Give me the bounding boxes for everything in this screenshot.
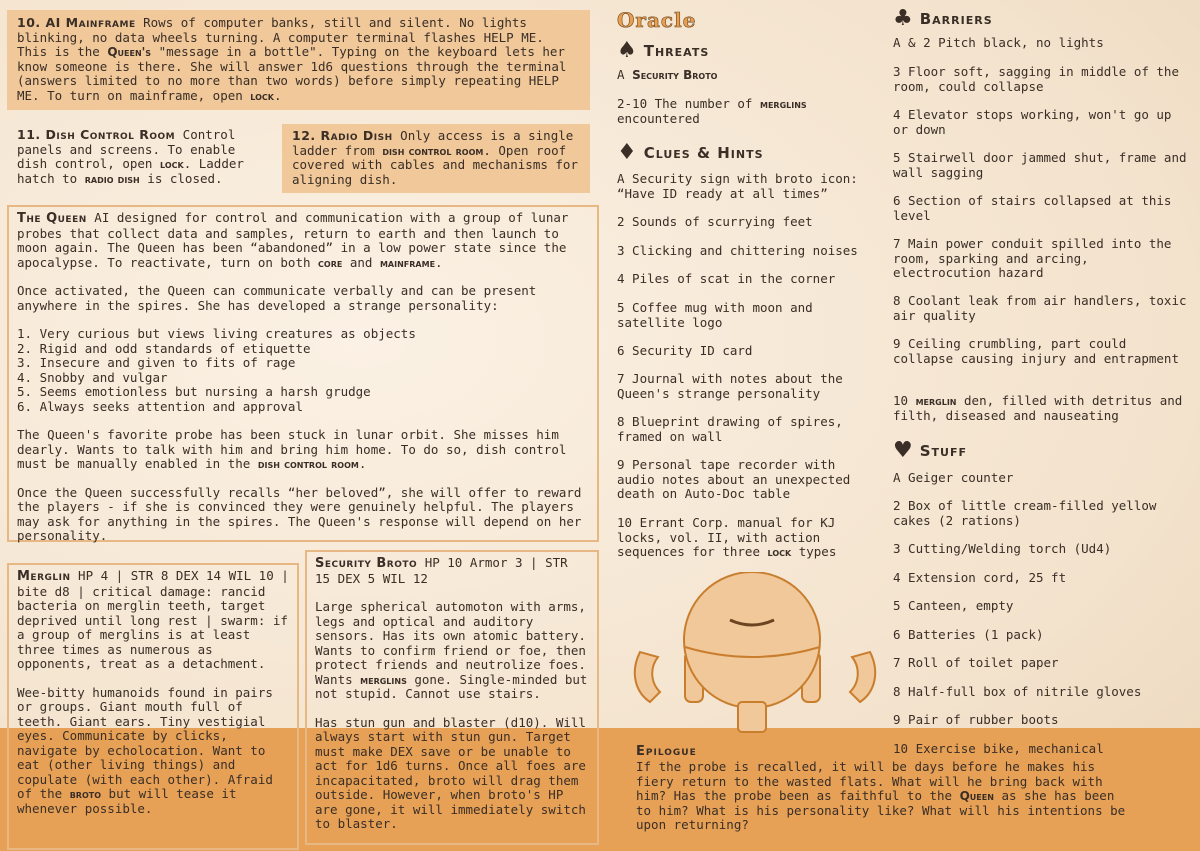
list-item: A & 2 Pitch black, no lights xyxy=(893,35,1104,50)
queen-p3-text: The Queen's favorite probe has been stuck in lunar orbit. She misses him dearly. Wants to talk with him and bring him home. To do so, dish control must be manually enabled in the xyxy=(17,427,567,471)
section-11-text-2: . Ladder hatch to xyxy=(17,156,244,186)
list-item: 6. Always seeks attention and approval xyxy=(17,398,303,414)
list-item: 7 Main power conduit spilled into the room, sparking and arcing, electrocution hazard xyxy=(893,236,1172,280)
broto-description xyxy=(315,600,589,702)
merglin-stats-text: HP 4 | STR 8 DEX 14 WIL 10 | bite d8 | critical damage: rancid bacteria on merglin teeth, target deprived until long rest | swarm: if a group of merglins is at least three times as numerous as opponents, treat as a detachment. xyxy=(17,568,289,671)
list-item: 6 Section of stairs collapsed at this level xyxy=(893,193,1172,223)
list-item: 7 Journal with notes about the Queen's strange personality xyxy=(617,371,843,401)
list-item: 2. Rigid and odd standards of etiquette xyxy=(17,340,311,356)
queen-paragraph-2: Once activated, the Queen can communicate verbally and can be present anywhere in the spires. She has developed a strange personality: xyxy=(17,283,537,313)
barrier-10-post: den, filled with detritus and filth, diseased and nauseating xyxy=(893,393,1183,423)
mainframe-ref: mainframe xyxy=(379,255,436,270)
merglin-box xyxy=(7,563,299,850)
merglin-desc-text: Wee-bitty humanoids found in pairs or groups. Giant mouth full of teeth. Giant ears. Tiny vestigial eyes. Communicate by clicks, navigate by echolocation. Want to eat (other living things) and copulate (with each other). Afraid of the xyxy=(17,684,273,801)
spade-icon: ♠ xyxy=(617,38,638,63)
list-item: 9 Pair of rubber boots xyxy=(893,712,1059,727)
list-item: 4 Piles of scat in the corner xyxy=(617,271,836,286)
section-11-text-3: is closed. xyxy=(139,170,223,186)
list-item: 9 Ceiling crumbling, part could collapse causing injury and entrapment xyxy=(893,336,1179,366)
queen-paragraph-1 xyxy=(17,211,589,270)
list-item: 3 Floor soft, sagging in middle of the room, could collapse xyxy=(893,64,1179,94)
security-broto-ref: Security Broto xyxy=(632,68,718,82)
list-item: 4 Elevator stops working, won't go up or down xyxy=(893,107,1172,137)
section-10-text-1: Rows of computer banks, still and silent. No lights blinking, no data wheels turning. A computer terminal flashes HELP ME. This is the xyxy=(17,15,544,59)
list-item: 4. Snobby and vulgar xyxy=(17,369,168,385)
security-broto-illustration xyxy=(630,572,880,737)
clue-10-post: types xyxy=(791,544,837,559)
queen-p1-text: AI designed for control and communication with a group of lunar probes that collect data and samples, return to earth and then launch to moon again. The Queen has been “abandoned” in a low power state since the apocalypse. To reactivate, turn on both xyxy=(17,210,569,270)
queen-paragraph-4: Once the Queen successfully recalls “her beloved”, she will offer to reward the players - if she is convinced they were genuinely helpful. The players may ask for anything in the spires. The Queen's response will depend on her personality. xyxy=(17,484,582,543)
merglins-ref: merglins xyxy=(760,97,807,111)
list-item xyxy=(617,516,877,560)
merglin-title: Merglin xyxy=(17,569,71,584)
threats-heading xyxy=(617,40,709,62)
section-11-dish-control-room xyxy=(7,124,277,190)
heart-icon: ♥ xyxy=(893,438,914,463)
core-ref: core xyxy=(318,255,343,270)
lock-ref: lock xyxy=(250,88,274,103)
clue-10-pre: 10 Errant Corp. manual for KJ locks, vol. II, with action sequences for three xyxy=(617,515,836,559)
list-item: 5 Stairwell door jammed shut, frame and wall sagging xyxy=(893,150,1187,180)
list-item xyxy=(617,68,877,83)
list-item: 4 Extension cord, 25 ft xyxy=(893,570,1067,585)
oracle-title: Oracle xyxy=(617,8,697,32)
broto-stats xyxy=(315,556,589,586)
merglin-description xyxy=(17,686,289,817)
list-item: 5 Coffee mug with moon and satellite logo xyxy=(617,300,813,330)
broto-desc-end: gone. Single-minded but not stupid. Cannot use stairs. xyxy=(315,671,588,701)
broto-title: Security Broto xyxy=(315,556,418,571)
section-10-text-3: . xyxy=(273,87,282,103)
epilogue-text xyxy=(636,760,1126,833)
list-item: 7 Roll of toilet paper xyxy=(893,655,1059,670)
list-item: 3 Cutting/Welding torch (Ud4) xyxy=(893,541,1112,556)
barriers-title: Barriers xyxy=(919,10,993,28)
security-broto-box xyxy=(305,550,599,845)
epilogue-text-1: If the probe is recalled, it will be days before he makes his fiery return to the wasted flats. What will he bring back with him? Has the probe been as faithful to the xyxy=(636,759,1103,803)
list-item: 3. Insecure and given to fits of rage xyxy=(17,355,296,370)
list-item: 8 Blueprint drawing of spires, framed on wall xyxy=(617,414,843,444)
clues-title: Clues & Hints xyxy=(643,144,764,162)
broto-stats-text: HP 10 Armor 3 | STR 15 DEX 5 WIL 12 xyxy=(315,555,568,586)
lock-ref: lock xyxy=(160,157,184,171)
clues-heading xyxy=(617,142,764,164)
queen-ref: Queen's xyxy=(107,45,152,59)
section-12-title: 12. Radio Dish xyxy=(292,128,393,143)
list-item xyxy=(617,97,877,126)
list-item: 6 Security ID card xyxy=(617,343,753,358)
queen-paragraph-3 xyxy=(17,428,589,472)
queen-and: and xyxy=(342,254,380,270)
radio-dish-ref: radio dish xyxy=(84,171,140,186)
list-item: A Geiger counter xyxy=(893,470,1014,485)
section-11-title: 11. Dish Control Room xyxy=(17,127,176,142)
merglins-ref: merglins xyxy=(360,672,407,687)
section-10-ai-mainframe xyxy=(7,10,590,110)
lock-ref: lock xyxy=(767,545,792,559)
dish-control-room-ref: dish control room xyxy=(257,457,359,471)
queen-p3-end: . xyxy=(358,456,367,471)
broto-desc-text: Large spherical automoton with arms, legs and optical and auditory sensors. Has its own atomic battery. Wants to confirm friend or foe, then protect friends and neutrolize foes. Wants xyxy=(315,599,586,687)
club-icon: ♣ xyxy=(893,6,914,31)
queen-traits-list xyxy=(17,327,589,414)
threat-b-post: encountered xyxy=(617,110,700,126)
merglin-desc-end: but will tease it whenever possible. xyxy=(17,786,237,816)
stuff-title: Stuff xyxy=(919,442,968,460)
section-12-text-2: . Open roof covered with cables and mechanisms for aligning dish. xyxy=(292,142,578,187)
list-item: 10 Exercise bike, mechanical xyxy=(893,741,1104,756)
threat-a-pre: A xyxy=(617,67,633,82)
list-item xyxy=(893,394,1193,423)
list-item: 9 Personal tape recorder with audio notes about an unexpected death on Auto-Doc table xyxy=(617,457,851,501)
list-item: 2 Box of little cream-filled yellow cakes (2 rations) xyxy=(893,498,1157,528)
threat-b-pre: 2-10 The number of xyxy=(617,96,760,111)
barrier-10-pre: 10 xyxy=(893,393,916,408)
list-item: 2 Sounds of scurrying feet xyxy=(617,214,813,229)
dish-control-room-ref: dish control room xyxy=(382,143,484,158)
list-item: 6 Batteries (1 pack) xyxy=(893,627,1044,642)
list-item: 3 Clicking and chittering noises xyxy=(617,243,858,258)
stuff-heading xyxy=(893,440,967,462)
list-item: 5 Canteen, empty xyxy=(893,598,1014,613)
merglin-stats xyxy=(17,569,289,672)
diamond-icon: ♦ xyxy=(617,140,638,165)
broto-weapons: Has stun gun and blaster (d10). Will always start with stun gun. Target must make DEX save or be unable to act for 1d6 turns. Once all foes are incapacitated, broto will drag them outside. However, when broto's HP are gone, it will immediately switch to blaster. xyxy=(315,714,586,831)
barriers-heading xyxy=(893,8,993,30)
the-queen-box xyxy=(7,205,599,542)
section-12-text-1: Only access is a single ladder from xyxy=(292,128,574,158)
list-item: 1. Very curious but views living creatures as objects xyxy=(17,326,416,341)
list-item: 8 Coolant leak from air handlers, toxic air quality xyxy=(893,293,1187,323)
broto-ref: broto xyxy=(69,787,102,801)
queen-title: The Queen xyxy=(17,211,87,226)
section-12-radio-dish xyxy=(282,124,590,193)
queen-p1-end: . xyxy=(435,254,443,270)
threats-title: Threats xyxy=(643,42,710,60)
list-item: 5. Seems emotionless but nursing a harsh grudge xyxy=(17,384,371,399)
section-11-text-1: Control panels and screens. To enable dish control, open xyxy=(17,127,236,171)
epilogue-title: Epilogue xyxy=(636,744,697,759)
list-item: A Security sign with broto icon: “Have ID ready at all times” xyxy=(617,171,858,201)
queen-ref: Queen xyxy=(959,789,994,803)
section-10-text-2: "message in a bottle". Typing on the keyboard lets her know someone is there. She will answer 1d6 questions through the terminal (answers limited to no more than two words) before simply repeating HELP ME. To turn on mainframe, open xyxy=(17,44,567,103)
merglin-ref: merglin xyxy=(915,394,957,408)
list-item: 8 Half-full box of nitrile gloves xyxy=(893,684,1142,699)
epilogue-text-2: as she has been to him? What is his personality like? What will his intentions be upon returning? xyxy=(636,788,1126,832)
section-10-title: 10. AI Mainframe xyxy=(17,15,136,30)
